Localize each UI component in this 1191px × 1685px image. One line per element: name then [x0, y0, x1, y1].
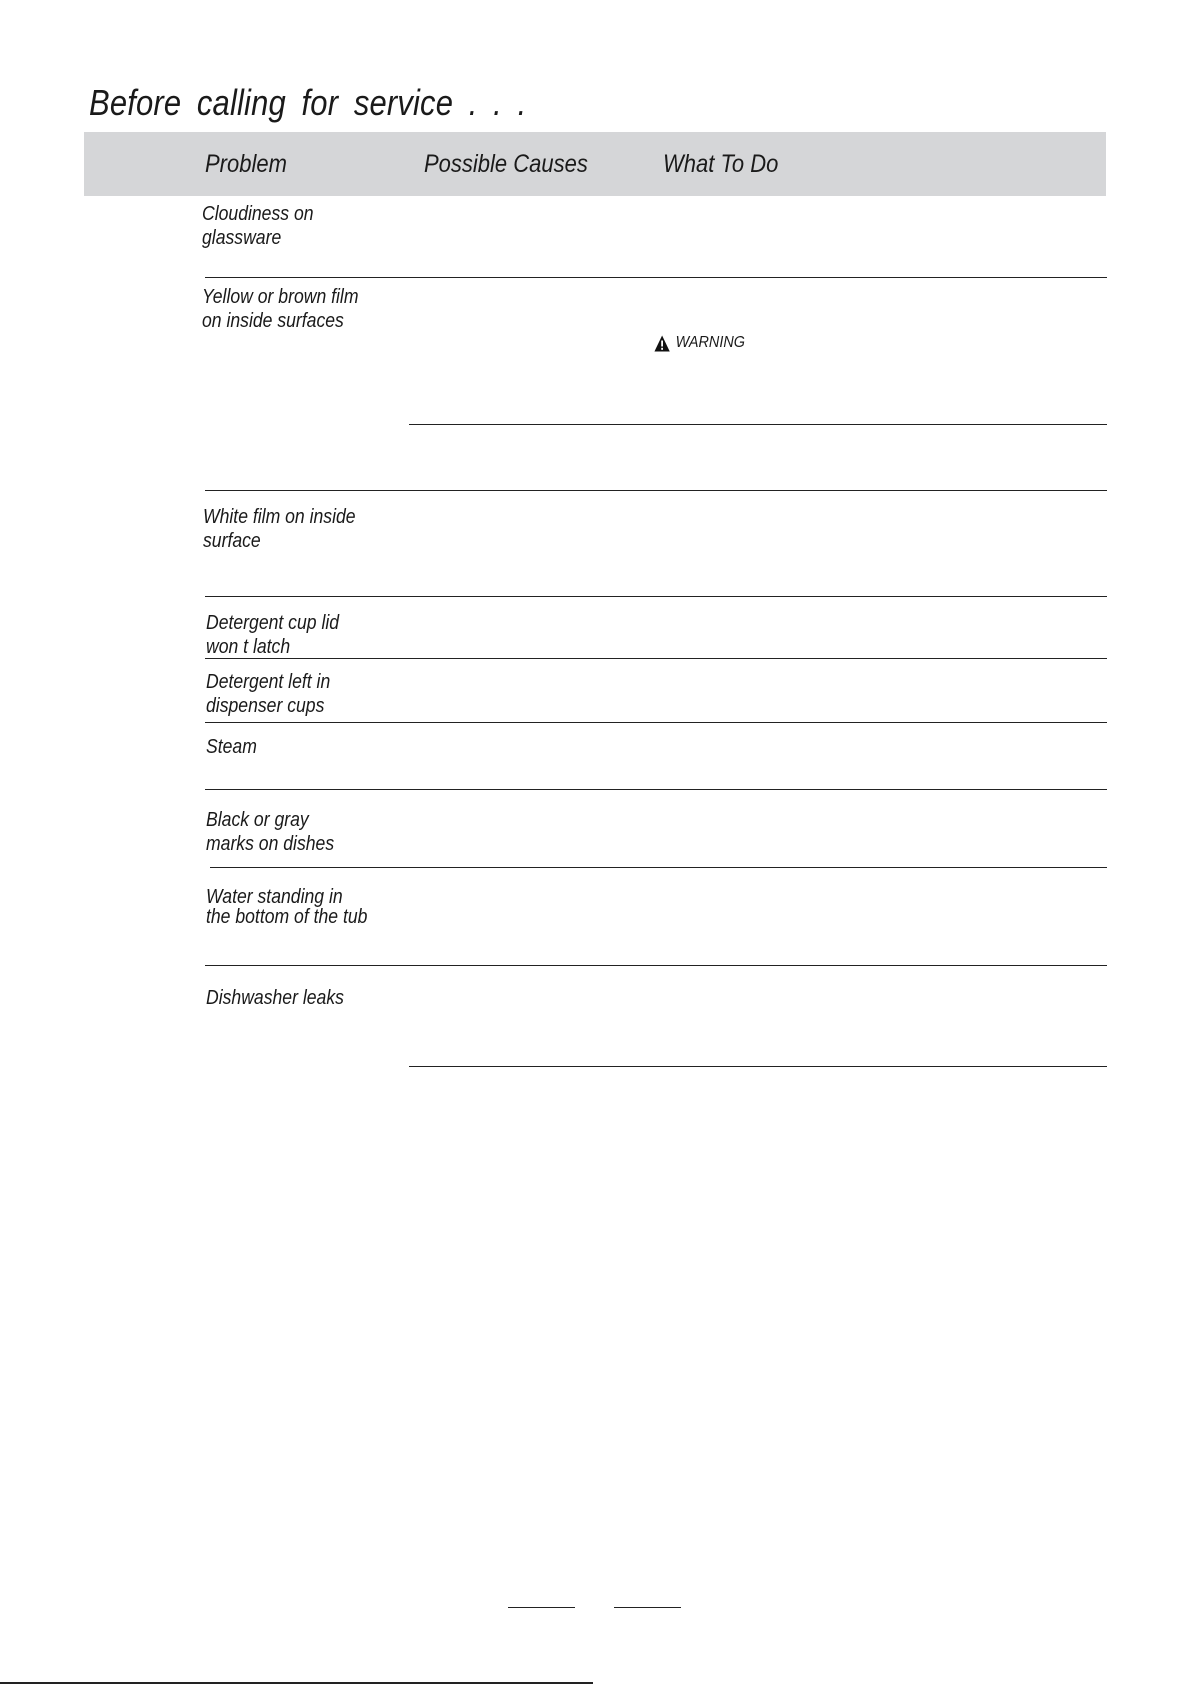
problem-black-gray-marks: Black or gray marks on dishes	[206, 809, 335, 855]
row-divider	[205, 277, 1107, 278]
problem-water-standing: Water standing in the bottom of the tub	[206, 886, 368, 928]
page-bottom-rule	[0, 1682, 593, 1684]
row-divider	[210, 867, 1107, 868]
warning-label: WARNING	[675, 334, 745, 351]
row-divider	[205, 722, 1107, 723]
page-title: Before calling for service . . .	[89, 82, 527, 123]
problem-steam: Steam	[206, 736, 257, 758]
footer-rule	[614, 1607, 681, 1608]
column-header-possible-causes: Possible Causes	[424, 150, 588, 178]
problem-white-film: White film on inside surface	[203, 506, 356, 552]
warning-notice	[654, 334, 745, 352]
problem-cloudiness: Cloudiness on glassware	[202, 203, 314, 249]
row-divider	[205, 596, 1107, 597]
problem-detergent-cup-lid: Detergent cup lid won t latch	[206, 612, 340, 658]
column-header-problem: Problem	[205, 150, 287, 178]
row-divider	[205, 658, 1107, 659]
problem-detergent-left: Detergent left in dispenser cups	[206, 671, 331, 717]
problem-dishwasher-leaks: Dishwasher leaks	[206, 987, 344, 1009]
column-header-what-to-do: What To Do	[663, 150, 779, 178]
row-divider	[409, 424, 1107, 425]
row-divider	[409, 1066, 1107, 1067]
row-divider	[205, 965, 1107, 966]
row-divider	[205, 490, 1107, 491]
warning-triangle-icon	[654, 335, 670, 352]
row-divider	[205, 789, 1107, 790]
problem-yellow-brown-film: Yellow or brown film on inside surfaces	[202, 286, 359, 332]
footer-rule	[508, 1607, 575, 1608]
